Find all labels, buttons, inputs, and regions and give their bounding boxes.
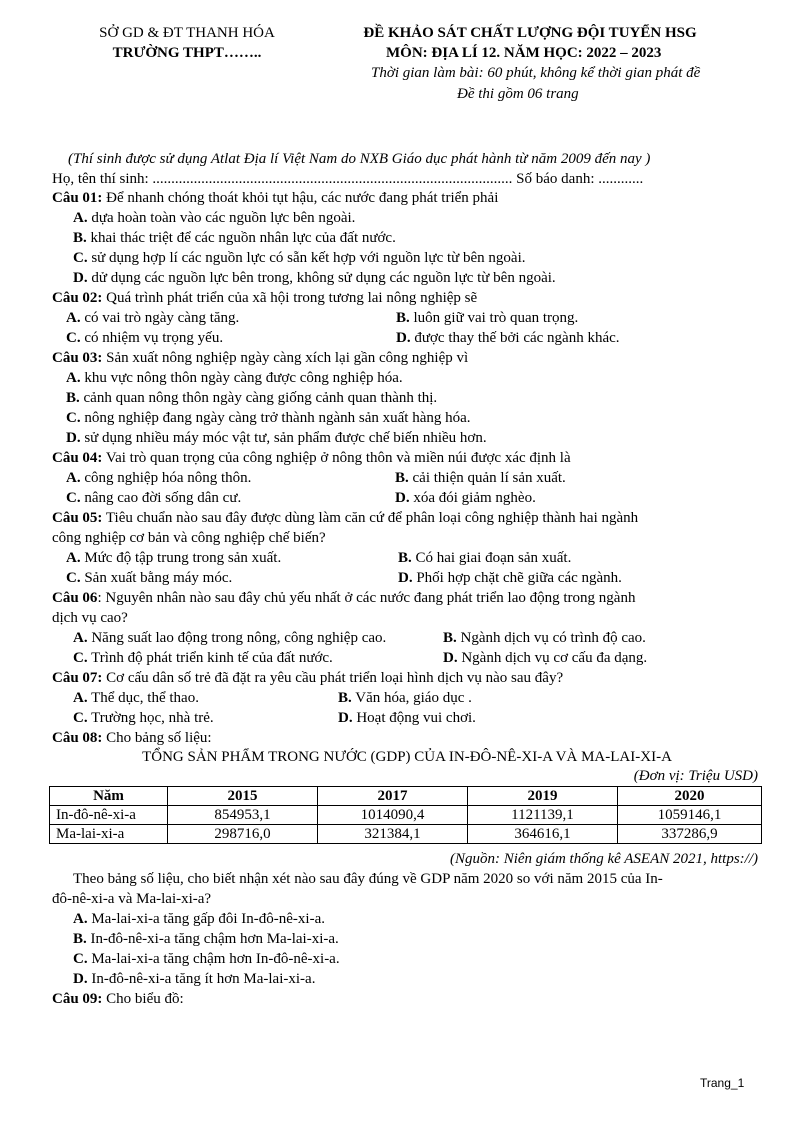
table-cell: 1059146,1 [618,806,762,825]
page-number: Trang_1 [700,1076,745,1090]
exam-time: Thời gian làm bài: 60 phút, không kể thời gian phát đề [371,65,701,81]
table-cell: 298716,0 [168,825,318,844]
q01-option-a: A. dựa hoàn toàn vào các nguồn lực bên ngoài. [73,210,356,226]
q08-option-c: C. Ma-lai-xi-a tăng chậm hơn In-đô-nê-xi-a. [73,951,340,967]
question-08-prompt-cont: đô-nê-xi-a và Ma-lai-xi-a? [52,891,212,907]
q02-option-c: C. có nhiệm vụ trọng yếu. [66,330,224,346]
table-header-cell: 2017 [318,787,468,806]
q07-option-a: A. Thể dục, thể thao. [73,690,199,706]
table-row [50,806,762,825]
q04-option-c: C. nâng cao đời sống dân cư. [66,490,242,506]
table-header-cell: 2019 [468,787,618,806]
question-08: Câu 08: Cho bảng số liệu: [52,730,212,746]
q06-option-a: A. Năng suất lao động trong nông, công nghiệp cao. [73,630,387,646]
q02-option-b: B. luôn giữ vai trò quan trọng. [396,310,579,326]
table-cell: 337286,9 [618,825,762,844]
question-07: Câu 07: Cơ cấu dân số trẻ đã đặt ra yêu cầu phát triển loại hình dịch vụ nào sau đây? [52,670,564,686]
table-title: TỔNG SẢN PHẨM TRONG NƯỚC (GDP) CỦA IN-ĐÔ-NÊ-XI-A VÀ MA-LAI-XI-A [142,749,672,765]
table-source: (Nguồn: Niên giám thống kê ASEAN 2021, https://) [449,851,758,867]
table-cell: 1121139,1 [468,806,618,825]
table-cell: Ma-lai-xi-a [50,825,168,844]
table-cell: 364616,1 [468,825,618,844]
q01-option-c: C. sử dụng hợp lí các nguồn lực có sẵn kết hợp với nguồn lực từ bên ngoài. [73,250,526,266]
q06-option-b: B. Ngành dịch vụ có trình độ cao. [443,630,646,646]
q03-option-b: B. cảnh quan nông thôn ngày càng giống cảnh quan thành thị. [66,390,438,406]
q07-option-c: C. Trường học, nhà trẻ. [73,710,214,726]
table-header-cell: Năm [50,787,168,806]
question-09: Câu 09: Cho biểu đồ: [52,991,184,1007]
q07-option-b: B. Văn hóa, giáo dục . [338,690,472,706]
table-cell: 854953,1 [168,806,318,825]
question-04: Câu 04: Vai trò quan trọng của công nghiệp ở nông thôn và miền núi được xác định là [52,450,571,466]
question-06: Câu 06: Nguyên nhân nào sau đây chủ yếu nhất ở các nước đang phát triển lao động trong ngành [52,590,636,606]
q05-option-a: A. Mức độ tập trung trong sản xuất. [66,550,282,566]
q08-option-a: A. Ma-lai-xi-a tăng gấp đôi In-đô-nê-xi-a. [73,911,326,927]
table-header-cell: 2015 [168,787,318,806]
question-06-cont: dịch vụ cao? [52,610,128,626]
q04-option-a: A. công nghiệp hóa nông thôn. [66,470,252,486]
q03-option-c: C. nông nghiệp đang ngày càng trở thành ngành sản xuất hàng hóa. [66,410,471,426]
table-unit: (Đơn vị: Triệu USD) [633,768,758,784]
q05-option-d: D. Phối hợp chặt chẽ giữa các ngành. [398,570,622,586]
gdp-table [49,786,762,844]
exam-title: ĐỀ KHẢO SÁT CHẤT LƯỢNG ĐỘI TUYỂN HSG [363,25,697,41]
q08-option-b: B. In-đô-nê-xi-a tăng chậm hơn Ma-lai-xi-a. [73,931,339,947]
question-label: Câu 01: [52,190,103,206]
q03-option-a: A. khu vực nông thôn ngày càng được công nghiệp hóa. [66,370,403,386]
exam-pages: Đề thi gồm 06 trang [457,86,579,102]
table-cell: 1014090,4 [318,806,468,825]
q04-option-d: D. xóa đói giảm nghèo. [395,490,536,506]
table-row [50,825,762,844]
q05-option-b: B. Có hai giai đoạn sản xuất. [398,550,572,566]
q07-option-d: D. Hoạt động vui chơi. [338,710,476,726]
q02-option-d: D. được thay thế bởi các ngành khác. [396,330,620,346]
question-05-cont: công nghiệp cơ bản và công nghiệp chế biến? [52,530,326,546]
question-03: Câu 03: Sản xuất nông nghiệp ngày càng xích lại gần công nghiệp vì [52,350,469,366]
department-name: SỞ GD & ĐT THANH HÓA [99,25,275,41]
q06-option-c: C. Trình độ phát triển kinh tế của đất nước. [73,650,333,666]
atlas-note: (Thí sinh được sử dụng Atlat Địa lí Việt Nam do NXB Giáo dục phát hành từ năm 2009 đến nay ) [68,151,651,167]
q03-option-d: D. sử dụng nhiều máy móc vật tư, sản phẩm được chế biến nhiều hơn. [66,430,487,446]
q08-option-d: D. In-đô-nê-xi-a tăng ít hơn Ma-lai-xi-a. [73,971,316,987]
table-cell: 321384,1 [318,825,468,844]
question-08-prompt: Theo bảng số liệu, cho biết nhận xét nào sau đây đúng về GDP năm 2020 so với năm 2015 của In- [73,871,663,887]
table-header-cell: 2020 [618,787,762,806]
q01-option-d: D. dử dụng các nguồn lực bên trong, không sử dụng các nguồn lực từ bên ngoài. [73,270,556,286]
table-header-row [50,787,762,806]
q02-option-a: A. có vai trò ngày càng tăng. [66,310,240,326]
candidate-line: Họ, tên thí sinh: ................................................................................................ Số báo danh: ............ [52,171,644,187]
school-name: TRƯỜNG THPT…….. [112,45,262,61]
question-01 [52,189,498,207]
q06-option-d: D. Ngành dịch vụ cơ cấu đa dạng. [443,650,648,666]
exam-subject: MÔN: ĐỊA LÍ 12. NĂM HỌC: 2022 – 2023 [386,45,662,61]
q05-option-c: C. Sản xuất bằng máy móc. [66,570,233,586]
table-cell: In-đô-nê-xi-a [50,806,168,825]
q04-option-b: B. cải thiện quản lí sản xuất. [395,470,566,486]
question-05: Câu 05: Tiêu chuẩn nào sau đây được dùng làm căn cứ để phân loại công nghiệp thành hai ngành [52,510,639,526]
question-02: Câu 02: Quá trình phát triển của xã hội trong tương lai nông nghiệp sẽ [52,290,478,306]
question-stem: Để nhanh chóng thoát khỏi tụt hậu, các nước đang phát triển phải [102,190,499,206]
q01-option-b: B. khai thác triệt để các nguồn nhân lực của đất nước. [73,230,396,246]
